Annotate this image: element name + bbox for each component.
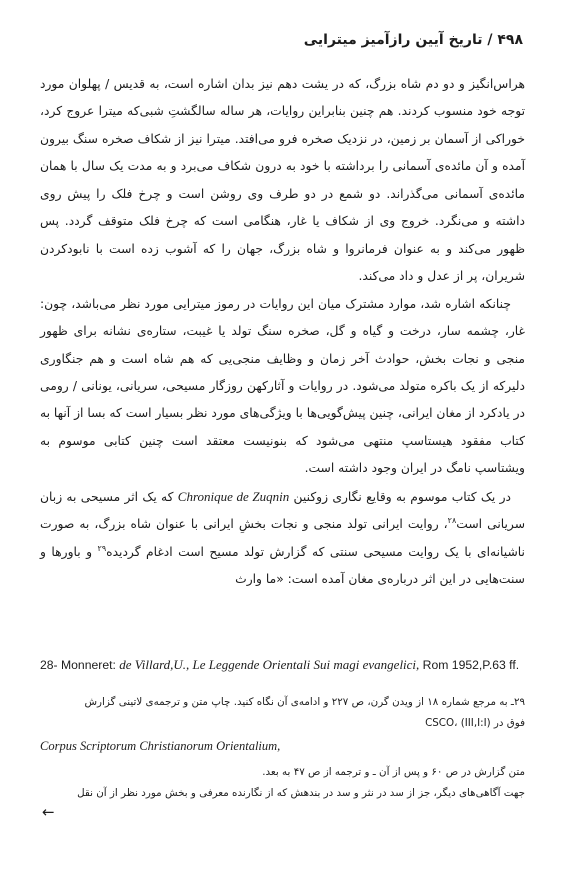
paragraph-3-part-d: و باورها و سنت‌هایی در این اثر درباره‌ی مغان آمده است: «ما وارث <box>40 544 525 587</box>
footnote-29-line-3: متن گزارش در ص ۶۰ و پس از آن ـ و ترجمه از ص ۴۷ به بعد. <box>262 766 525 778</box>
chronique-title: Chronique de Zuqnin <box>177 488 290 504</box>
footnote-ref-28[interactable]: ۲۸ <box>447 516 457 526</box>
page-header: ۴۹۸ / تاریخ آیین رازآمیز میترایی <box>303 32 523 48</box>
footnote-29-line-2: فوق در CSCO، (III,I:I) <box>425 717 525 729</box>
footnote-28-rest: Rom 1952,P.63 ff. <box>419 658 520 672</box>
footnote-28-lead: 28- Monneret: <box>40 658 120 672</box>
main-text <box>40 71 525 594</box>
paragraph-1: هراس‌انگیز و دو دم شاه بزرگ، که در یشت دهم نیز بدان اشاره است، به قدیس / پهلوان مورد توجه خود منسوب کردند. هم چنین بنابراین روایات، هر ساله سالگشتِ شبی‌که میترا عروج کرد، خوراکی از آسمان بر زمین، در نزدیک صخره فرو می‌افتد. میترا نیز از شکاف صخره سنگ بیرون آمده و آن مائده‌ی آسمانی را برداشته با خود به درون شکاف می‌برد و به مدت یک سال با همان مائده‌ی آسمانی می‌گذراند. دو شمع در دو طرف وی روشن است و چرخ فلک را پیش روی داشته و می‌نگرد. خروج وی از شکاف یا غار، هنگامی است که چرخ فلک متوقف گردد. پس ظهور می‌کند و به عنوان فرمانروا و شاه بزرگ، جهان را که آشوب زده است با نابودکردن شریران، پر از عدل و داد می‌کند. <box>40 77 525 284</box>
paragraph-2: چنانکه اشاره شد، موارد مشترک میان این روایات در رموز میترایی مورد نظر می‌باشد، چون: غار، چشمه سار، درخت و گیاه و گل، صخره سنگ تولد یا غیبت، ستاره‌ی نشانه برای ظهور منجی و نجات بخش، حوادث آخر زمان و وظایف منجی‌یی که هم شاه است و هم جنگاوری دلیرکه از یک باکره متولد می‌شود. در روایات و آثارکهن روزگار مسیحی، سریانی، یونانی / رومی در یادکرد از مغان ایرانی، چنین پیش‌گویی‌ها با ویژگی‌های مورد نظر بسیار است که بسا از آنها به کتاب مفقود هیستاسپ منتهی می‌شود که بنونیست معتقد است چنین کتابی موسوم به ویشتاسپ نامگ در ایران وجود داشته است. <box>40 296 525 476</box>
footnote-28 <box>40 655 525 675</box>
footnote-29-line-1: ۲۹ـ به مرجع شماره ۱۸ از ویدن گرن، ص ۲۲۷ و ادامه‌ی آن نگاه کنید. چاپ متن و ترجمه‌ی لاتینی گزارش <box>84 696 525 708</box>
paragraph-3-part-c: ، روایت ایرانی تولد منجی و نجات بخشِ ایرانی با عنوان شاه بزرگ، به صورت ناشیانه‌ای با یک روایت مسیحی سنتی که گزارش تولد مسیح است ادغام گردیده <box>40 517 525 559</box>
paragraph-3-part-b: که یک اثر مسیحی به زبان سریانی است <box>40 489 526 532</box>
footnote-29-line-4: جهت آگاهی‌های دیگر، جز از سد در نثر و سد در بندهش که از نگارنده معرفی و بخش مورد نظر از آن نقل <box>77 787 525 799</box>
footnote-28-italic: de Villard,U., Le Leggende Orientali Sui magi evangelici, <box>119 657 420 672</box>
footnote-ref-29[interactable]: ۲۹ <box>97 543 107 553</box>
paragraph-3-part-a: در یک کتاب موسوم به وقایع نگاری زوکنین <box>289 489 512 504</box>
footnote-29-latin: Corpus Scriptorum Christianorum Orientalium, <box>40 739 281 753</box>
continue-arrow-icon: ← <box>42 803 55 821</box>
paragraph-3 <box>40 483 525 594</box>
